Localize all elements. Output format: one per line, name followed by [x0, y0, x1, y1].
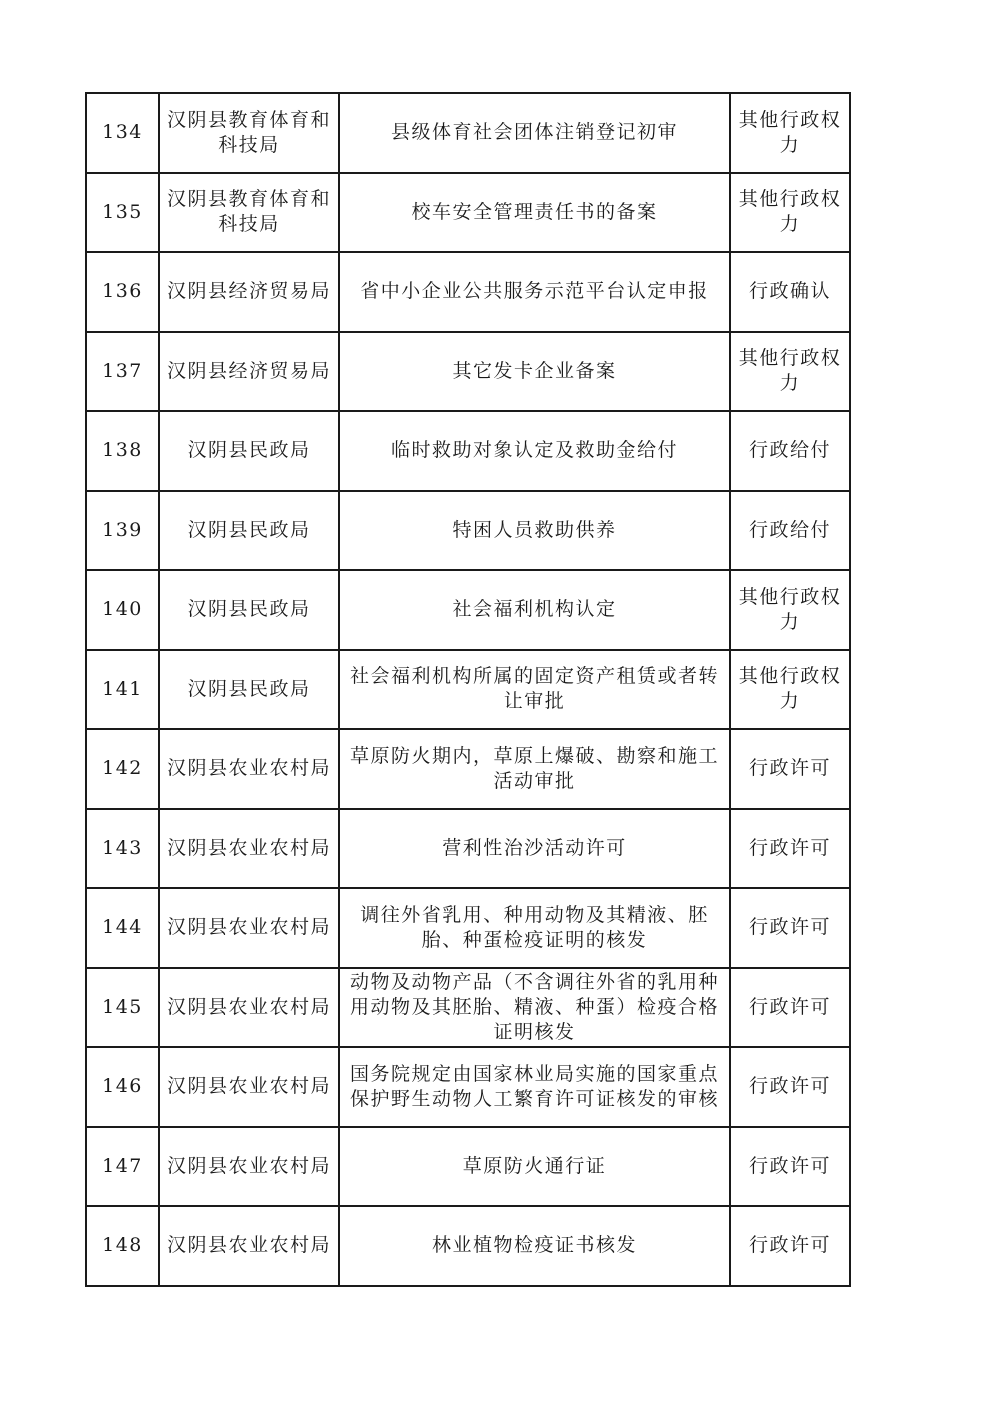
- power-item-cell: 县级体育社会团体注销登记初审: [339, 93, 730, 173]
- row-number-cell: 148: [86, 1206, 159, 1286]
- row-number-cell: 147: [86, 1127, 159, 1207]
- power-type-cell: 行政许可: [730, 729, 850, 809]
- power-type-cell: 行政许可: [730, 809, 850, 889]
- power-item-cell: 特困人员救助供养: [339, 491, 730, 571]
- power-type-cell: 行政许可: [730, 1047, 850, 1127]
- row-number-cell: 146: [86, 1047, 159, 1127]
- power-type-cell: 其他行政权力: [730, 570, 850, 650]
- table-row: [86, 491, 850, 571]
- table-row: [86, 411, 850, 491]
- row-number-cell: 144: [86, 888, 159, 968]
- department-cell: 汉阴县农业农村局: [159, 1127, 339, 1207]
- table-row: [86, 252, 850, 332]
- department-cell: 汉阴县教育体育和科技局: [159, 93, 339, 173]
- power-type-cell: 行政给付: [730, 491, 850, 571]
- table-row: [86, 1206, 850, 1286]
- power-item-cell: 校车安全管理责任书的备案: [339, 173, 730, 253]
- department-cell: 汉阴县农业农村局: [159, 729, 339, 809]
- power-item-cell: 社会福利机构所属的固定资产租赁或者转让审批: [339, 650, 730, 730]
- row-number-cell: 141: [86, 650, 159, 730]
- department-cell: 汉阴县民政局: [159, 491, 339, 571]
- power-item-cell: 营利性治沙活动许可: [339, 809, 730, 889]
- power-type-cell: 行政许可: [730, 968, 850, 1048]
- power-type-cell: 行政许可: [730, 1127, 850, 1207]
- power-item-cell: 草原防火期内，草原上爆破、勘察和施工活动审批: [339, 729, 730, 809]
- power-item-cell: 临时救助对象认定及救助金给付: [339, 411, 730, 491]
- department-cell: 汉阴县农业农村局: [159, 888, 339, 968]
- department-cell: 汉阴县民政局: [159, 650, 339, 730]
- table-row: [86, 888, 850, 968]
- table-row: [86, 809, 850, 889]
- table-row: [86, 650, 850, 730]
- row-number-cell: 135: [86, 173, 159, 253]
- table-row: [86, 570, 850, 650]
- power-item-cell: 国务院规定由国家林业局实施的国家重点保护野生动物人工繁育许可证核发的审核: [339, 1047, 730, 1127]
- department-cell: 汉阴县农业农村局: [159, 1047, 339, 1127]
- table-body: [86, 93, 850, 1286]
- row-number-cell: 139: [86, 491, 159, 571]
- power-type-cell: 其他行政权力: [730, 173, 850, 253]
- department-cell: 汉阴县农业农村局: [159, 968, 339, 1048]
- power-item-cell: 省中小企业公共服务示范平台认定申报: [339, 252, 730, 332]
- department-cell: 汉阴县经济贸易局: [159, 332, 339, 412]
- table-row: [86, 93, 850, 173]
- table-row: [86, 173, 850, 253]
- department-cell: 汉阴县教育体育和科技局: [159, 173, 339, 253]
- power-type-cell: 行政确认: [730, 252, 850, 332]
- power-item-cell: 林业植物检疫证书核发: [339, 1206, 730, 1286]
- power-item-cell: 草原防火通行证: [339, 1127, 730, 1207]
- row-number-cell: 137: [86, 332, 159, 412]
- power-item-cell: 调往外省乳用、种用动物及其精液、胚胎、种蛋检疫证明的核发: [339, 888, 730, 968]
- table-row: [86, 968, 850, 1048]
- department-cell: 汉阴县农业农村局: [159, 1206, 339, 1286]
- row-number-cell: 145: [86, 968, 159, 1048]
- power-type-cell: 其他行政权力: [730, 332, 850, 412]
- department-cell: 汉阴县经济贸易局: [159, 252, 339, 332]
- department-cell: 汉阴县民政局: [159, 570, 339, 650]
- row-number-cell: 138: [86, 411, 159, 491]
- power-item-cell: 社会福利机构认定: [339, 570, 730, 650]
- table-row: [86, 332, 850, 412]
- row-number-cell: 134: [86, 93, 159, 173]
- power-item-cell: 其它发卡企业备案: [339, 332, 730, 412]
- power-type-cell: 行政许可: [730, 1206, 850, 1286]
- table-row: [86, 1047, 850, 1127]
- table-row: [86, 729, 850, 809]
- department-cell: 汉阴县民政局: [159, 411, 339, 491]
- row-number-cell: 143: [86, 809, 159, 889]
- power-type-cell: 行政许可: [730, 888, 850, 968]
- power-item-cell: 动物及动物产品（不含调往外省的乳用种用动物及其胚胎、精液、种蛋）检疫合格证明核发: [339, 968, 730, 1048]
- row-number-cell: 136: [86, 252, 159, 332]
- power-type-cell: 其他行政权力: [730, 93, 850, 173]
- table-row: [86, 1127, 850, 1207]
- row-number-cell: 142: [86, 729, 159, 809]
- power-type-cell: 行政给付: [730, 411, 850, 491]
- power-type-cell: 其他行政权力: [730, 650, 850, 730]
- department-cell: 汉阴县农业农村局: [159, 809, 339, 889]
- row-number-cell: 140: [86, 570, 159, 650]
- power-list-table: [85, 92, 851, 1287]
